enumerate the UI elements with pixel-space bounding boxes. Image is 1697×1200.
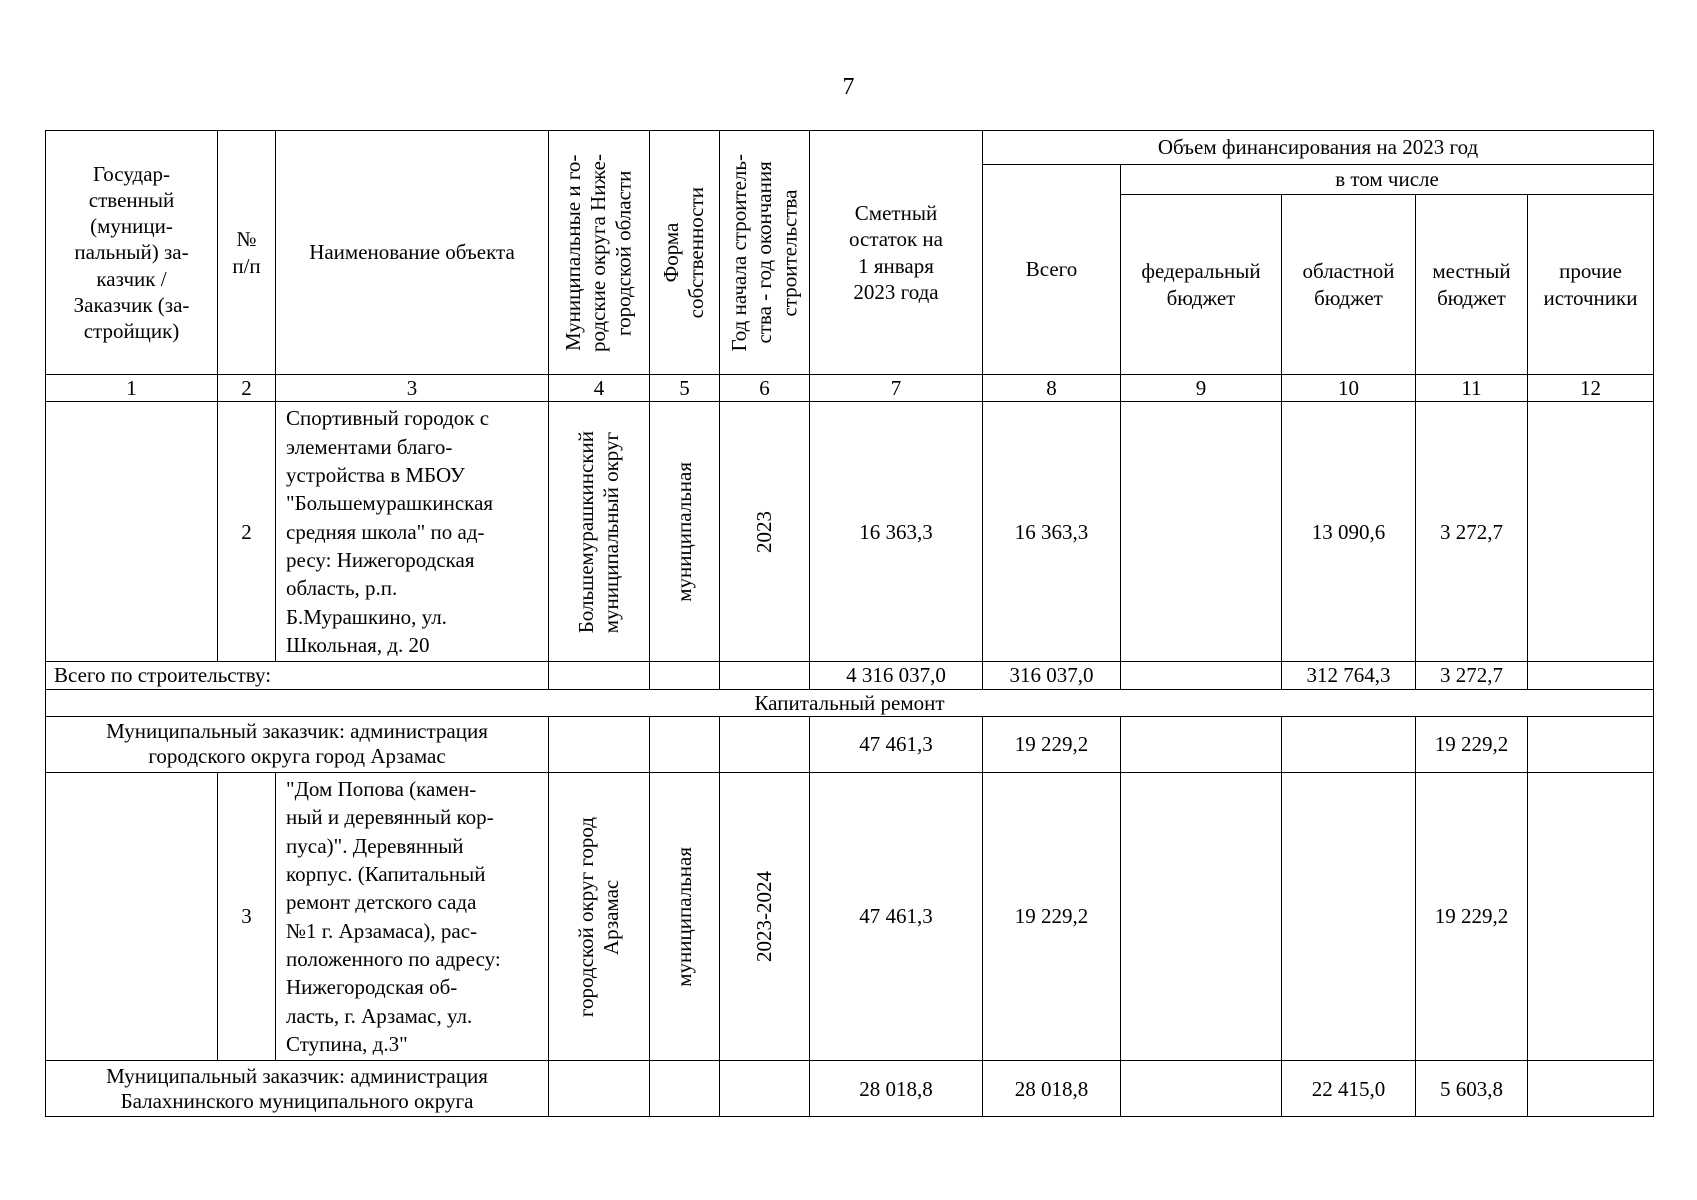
column-number-row [46,375,1654,402]
header-object-name: Наименование объекта [276,131,549,375]
construction-total-years [720,662,810,689]
construction-total-district [549,662,650,689]
sport-local: 3 272,7 [1416,402,1528,662]
header-ownership [650,131,720,375]
column-number: 1 [46,375,218,402]
arzamas-customer-label: Муниципальный заказчик: администрация городского округа город Арзамас [46,716,549,772]
header-ownership-text: Форма собственности [659,186,709,319]
header-total: Всего [983,165,1121,375]
popov-estimate: 47 461,3 [810,772,983,1060]
sport-customer-cell [46,402,218,662]
column-number: 12 [1528,375,1654,402]
header-regional: областной бюджет [1282,195,1416,375]
header-row-1 [46,131,1654,165]
column-number: 6 [720,375,810,402]
header-num: № п/п [218,131,276,375]
financing-table [45,130,1654,1117]
sport-years [720,402,810,662]
balakhna-customer-label: Муниципальный заказчик: администрация Балахнинского муниципального округа [46,1061,549,1117]
sport-estimate: 16 363,3 [810,402,983,662]
popov-other [1528,772,1654,1060]
sport-other [1528,402,1654,662]
sport-ownership [650,402,720,662]
header-municipal-district [549,131,650,375]
header-years [720,131,810,375]
sport-ownership-text: муниципальная [671,461,696,602]
balakhna-customer-estimate: 28 018,8 [810,1061,983,1117]
construction-total-federal [1121,662,1282,689]
construction-total-total: 316 037,0 [983,662,1121,689]
header-other: прочие источники [1528,195,1654,375]
popov-regional [1282,772,1416,1060]
column-number: 4 [549,375,650,402]
sport-total: 16 363,3 [983,402,1121,662]
popov-customer-cell [46,772,218,1060]
sport-federal [1121,402,1282,662]
construction-total-regional: 312 764,3 [1282,662,1416,689]
arzamas-customer-district [549,716,650,772]
sport-district [549,402,650,662]
balakhna-customer-years [720,1061,810,1117]
section-title: Капитальный ремонт [46,689,1654,716]
sport-object-name: Спортивный городок с элементами благо- устройства в МБОУ "Большемурашкинская средняя школа" по ад- ресу: Нижегородская область, р.п. Б.Мурашкино, ул. Школьная, д. 20 [276,402,549,662]
column-number: 9 [1121,375,1282,402]
balakhna-customer-total: 28 018,8 [983,1061,1121,1117]
popov-num: 3 [218,772,276,1060]
popov-years [720,772,810,1060]
sport-regional: 13 090,6 [1282,402,1416,662]
popov-district-text: городской округ город Арзамас [573,816,623,1017]
table-row-popov-house [46,772,1654,1060]
balakhna-customer-district [549,1061,650,1117]
construction-total-label: Всего по строительству: [46,662,549,689]
arzamas-customer-years [720,716,810,772]
table-row-arzamas-customer [46,716,1654,772]
column-number: 2 [218,375,276,402]
column-number: 7 [810,375,983,402]
column-number: 11 [1416,375,1528,402]
balakhna-customer-ownership [650,1061,720,1117]
arzamas-customer-local: 19 229,2 [1416,716,1528,772]
popov-total: 19 229,2 [983,772,1121,1060]
header-federal: федеральный бюджет [1121,195,1282,375]
popov-ownership-text: муниципальная [671,846,696,987]
sport-district-text: Большемурашкинский муниципальный округ [573,430,623,633]
arzamas-customer-ownership [650,716,720,772]
column-number: 10 [1282,375,1416,402]
header-local: местный бюджет [1416,195,1528,375]
arzamas-customer-federal [1121,716,1282,772]
header-years-text: Год начала строитель- ства - год окончания строительства [726,153,802,352]
popov-local: 19 229,2 [1416,772,1528,1060]
page-number: 7 [842,74,855,100]
popov-years-text: 2023-2024 [751,871,776,963]
construction-total-other [1528,662,1654,689]
table-row-balakhna-customer [46,1061,1654,1117]
construction-total-estimate: 4 316 037,0 [810,662,983,689]
popov-federal [1121,772,1282,1060]
construction-total-ownership [650,662,720,689]
header-financing: Объем финансирования на 2023 год [983,131,1654,165]
balakhna-customer-federal [1121,1061,1282,1117]
balakhna-customer-local: 5 603,8 [1416,1061,1528,1117]
balakhna-customer-regional: 22 415,0 [1282,1061,1416,1117]
sport-num: 2 [218,402,276,662]
column-number: 3 [276,375,549,402]
arzamas-customer-other [1528,716,1654,772]
table-row-sport [46,402,1654,662]
table-row-section-title [46,689,1654,716]
table-row-construction-total [46,662,1654,689]
header-including: в том числе [1121,165,1654,195]
popov-object-name: "Дом Попова (камен- ный и деревянный кор- пуса)". Деревянный корпус. (Капитальный ремонт детского сада №1 г. Арзамаса), рас- положенного по адресу: Нижегородская об- ласть, г. Арзамас, ул. Ступина, д.3" [276,772,549,1060]
header-estimate-balance: Сметный остаток на 1 января 2023 года [810,131,983,375]
sport-years-text: 2023 [751,510,776,553]
balakhna-customer-other [1528,1061,1654,1117]
arzamas-customer-total: 19 229,2 [983,716,1121,772]
header-municipal-district-text: Муниципальные и го- родские округа Ниже- городской области [561,153,636,352]
popov-district [549,772,650,1060]
construction-total-local: 3 272,7 [1416,662,1528,689]
arzamas-customer-estimate: 47 461,3 [810,716,983,772]
column-number: 8 [983,375,1121,402]
column-number: 5 [650,375,720,402]
arzamas-customer-regional [1282,716,1416,772]
header-customer: Государ- ственный (муници- пальный) за- казчик / Заказчик (за- стройщик) [46,131,218,375]
popov-ownership [650,772,720,1060]
